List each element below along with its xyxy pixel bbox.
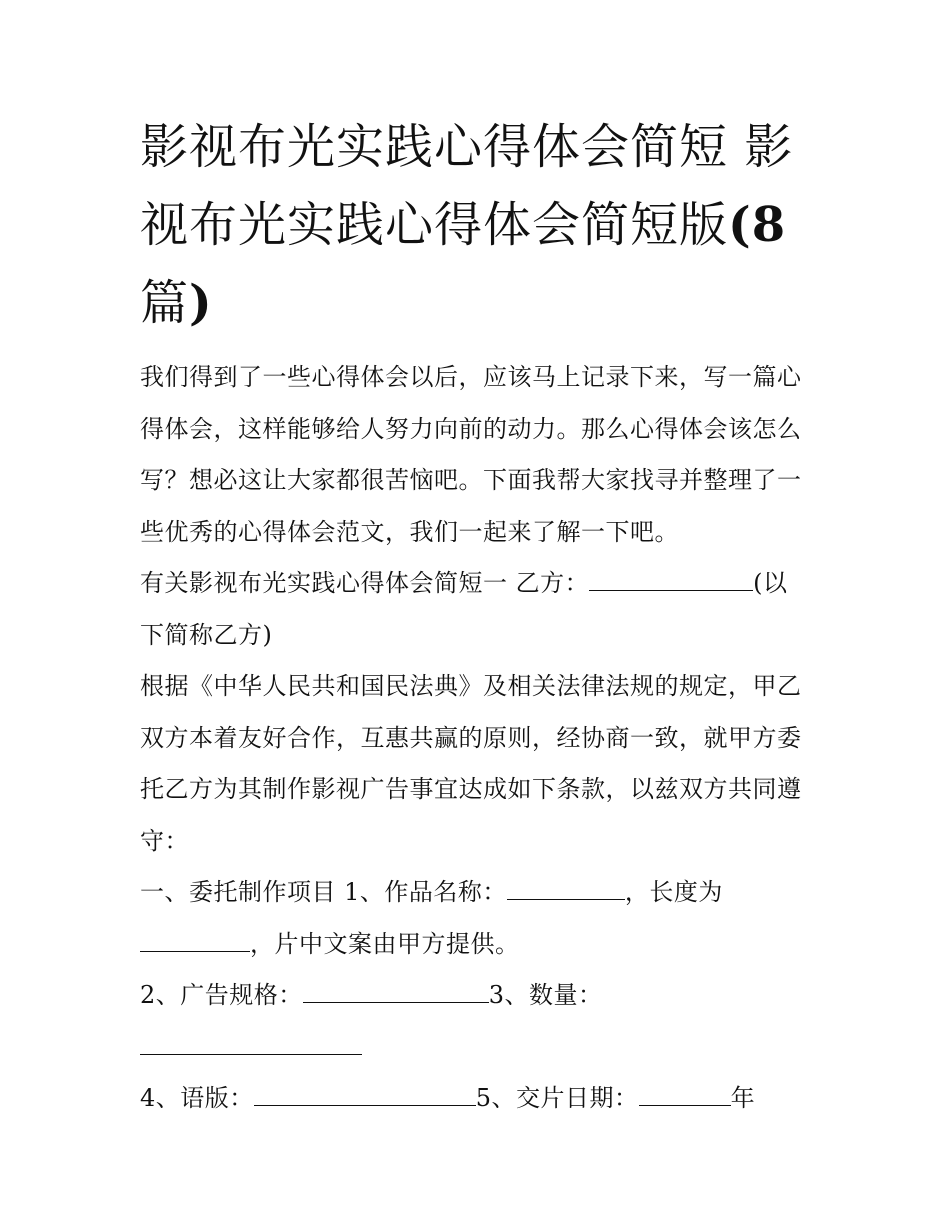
item-1-line-2-suffix: ，片中文案由甲方提供。 <box>250 929 520 958</box>
section-heading-line-2: 下简称乙方) <box>140 620 273 649</box>
item-1-paragraph <box>140 867 820 970</box>
intro-line: 些优秀的心得体会范文，我们一起来了解一下吧。 <box>140 517 679 546</box>
quantity-blank <box>140 1032 362 1055</box>
item-1-line-2 <box>140 919 820 971</box>
item-5-label: 5、交片日期： <box>475 1084 639 1112</box>
document-page <box>140 108 820 1125</box>
intro-paragraph <box>140 352 820 558</box>
basis-line: 守： <box>140 826 189 855</box>
basis-line: 根据《中华人民共和国民法典》及相关法律法规的规定，甲乙 <box>140 672 802 700</box>
section-heading-prefix: 有关影视布光实践心得体会简短一 乙方： <box>140 569 590 597</box>
title-line-2-count: (8 <box>728 197 787 253</box>
title-line-1: 影视布光实践心得体会简短 影 <box>140 119 794 175</box>
basis-line: 双方本着友好合作，互惠共赢的原则，经协商一致，就甲方委 <box>140 723 802 752</box>
language-blank <box>254 1083 476 1106</box>
item-3-label: 3、数量： <box>488 981 603 1009</box>
item-4-paragraph <box>140 1073 820 1125</box>
ad-spec-blank <box>303 980 489 1003</box>
basis-line: 托乙方为其制作影视广告事宜达成如下条款，以兹双方共同遵 <box>140 775 802 803</box>
item-2-line-2 <box>140 1022 820 1074</box>
basis-paragraph <box>140 661 820 867</box>
item-1-suffix: ，长度为 <box>624 878 723 906</box>
section-heading-suffix: (以 <box>753 569 788 597</box>
document-title <box>140 108 820 342</box>
title-line-2 <box>140 186 820 264</box>
item-1-line-1 <box>140 867 820 919</box>
item-4-line-1 <box>140 1073 820 1125</box>
item-2-paragraph <box>140 970 820 1073</box>
item-2-label: 2、广告规格： <box>140 981 303 1009</box>
section-heading-line-1 <box>140 558 820 610</box>
delivery-date-blank <box>639 1083 731 1106</box>
title-line-3-paren: ) <box>189 275 213 331</box>
party-b-blank <box>589 568 753 591</box>
item-1-prefix: 一、委托制作项目 1、作品名称： <box>140 878 507 906</box>
section-heading <box>140 558 820 661</box>
intro-line: 我们得到了一些心得体会以后，应该马上记录下来，写一篇心 <box>140 363 802 391</box>
length-blank <box>140 929 250 952</box>
intro-line: 得体会，这样能够给人努力向前的动力。那么心得体会该怎么 <box>140 414 802 443</box>
title-line-2-text: 视布光实践心得体会简短版 <box>140 197 729 253</box>
item-4-label: 4、语版： <box>140 1084 254 1112</box>
intro-line: 写？想必这让大家都很苦恼吧。下面我帮大家找寻并整理了一 <box>140 466 802 494</box>
year-unit: 年 <box>730 1084 756 1112</box>
title-line-3 <box>140 264 820 342</box>
item-2-line-1 <box>140 970 820 1022</box>
work-name-blank <box>507 877 625 900</box>
title-line-3-text: 篇 <box>140 275 190 331</box>
